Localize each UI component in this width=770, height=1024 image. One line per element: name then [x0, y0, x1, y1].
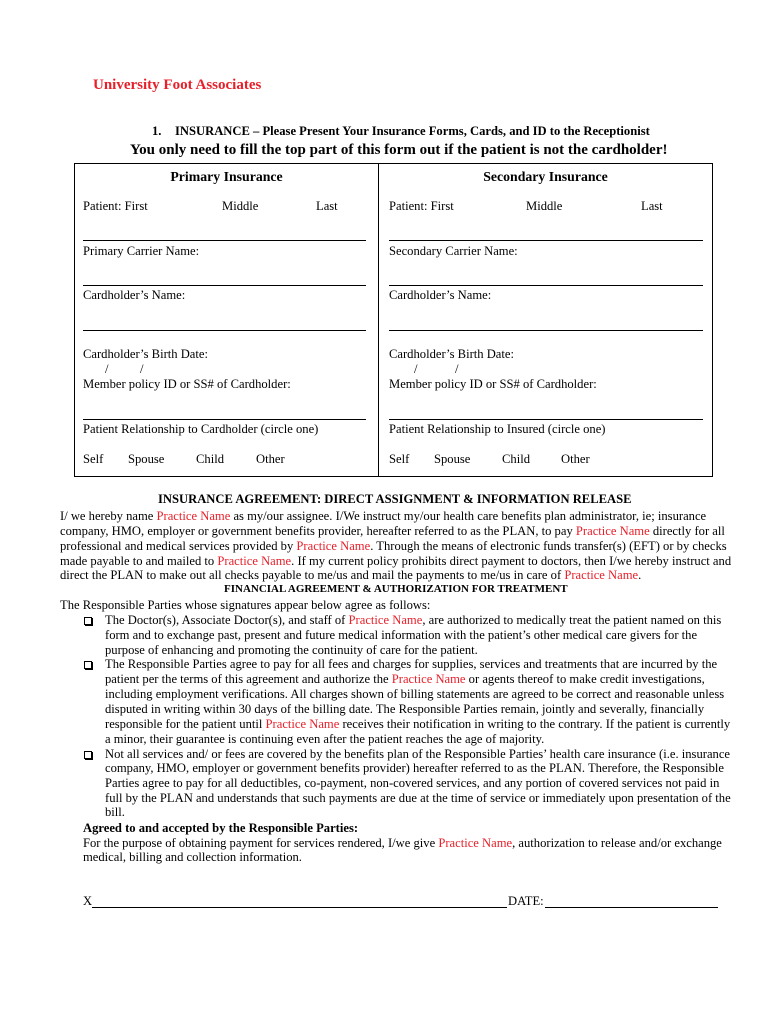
line-text: . If my current policy prohibits direct payment to doctors, then I/we hereby instruct and	[291, 554, 732, 568]
line-text: direct the PLAN to make out all checks payable to me/us and mail the payments to me/us in care of	[60, 568, 565, 582]
terms-line	[105, 717, 730, 732]
line-text: patient per the terms of this agreement and authorize the	[105, 672, 392, 686]
date-separator: /	[105, 362, 109, 376]
line-text: receives their notification in writing to the contrary. If the patient is currently	[339, 717, 731, 731]
patient-middle-label: Middle	[222, 199, 259, 213]
line-text: company, HMO, employer or government benefits provider, hereafter referred to as the PLAN, to pay	[60, 524, 576, 538]
secondary-insurance-column	[379, 164, 712, 476]
square-bullet-icon	[84, 617, 92, 625]
line-text: The Doctor(s), Associate Doctor(s), and staff of	[105, 613, 349, 627]
relationship-label: Patient Relationship to Cardholder (circle one)	[83, 422, 319, 436]
line-text: .	[638, 568, 642, 582]
relationship-option-other[interactable]: Other	[561, 452, 590, 466]
column-heading: Secondary Insurance	[483, 169, 608, 184]
carrier-name-field[interactable]	[83, 271, 366, 286]
date-separator: /	[414, 362, 418, 376]
insurance-table	[74, 163, 713, 477]
practice-name-placeholder: Practice Name	[348, 613, 423, 627]
column-heading: Primary Insurance	[170, 169, 283, 184]
cardholder-name-label: Cardholder’s Name:	[389, 288, 492, 302]
terms-line: company, HMO, employer or government benefits provider) hereafter referred to as the PLAN. Therefore, the Responsible	[105, 761, 724, 775]
line-text: made payable to and mailed to	[60, 554, 218, 568]
section-number: 1.	[152, 124, 162, 138]
line-text: , authorization to release and/or exchange	[512, 836, 722, 850]
relationship-option-other[interactable]: Other	[256, 452, 285, 466]
agreement-heading: INSURANCE AGREEMENT: DIRECT ASSIGNMENT & INFORMATION RELEASE	[158, 492, 632, 506]
birth-date-label: Cardholder’s Birth Date:	[83, 347, 208, 361]
date-field[interactable]	[545, 893, 718, 908]
policy-id-field[interactable]	[83, 405, 366, 420]
practice-name-placeholder: Practice Name	[265, 717, 340, 731]
terms-line: full by the PLAN and understands that such payments are due at the time of service or immediately upon presentation of the	[105, 791, 731, 805]
line-text: . Through the means of electronic funds transfer(s) (EFT) or by checks	[370, 539, 727, 553]
agreement-line	[60, 539, 727, 554]
acceptance-heading: Agreed to and accepted by the Responsible Parties:	[83, 821, 359, 835]
line-text: , are authorized to medically treat the patient named on this	[422, 613, 722, 627]
line-text: directly for all	[649, 524, 725, 538]
patient-name-field[interactable]	[389, 226, 703, 241]
patient-first-label: Patient: First	[83, 199, 148, 213]
release-line	[83, 836, 722, 851]
square-bullet-icon	[84, 661, 92, 669]
financial-heading: FINANCIAL AGREEMENT & AUTHORIZATION FOR TREATMENT	[224, 583, 568, 595]
agreement-line	[60, 568, 641, 583]
date-label: DATE:	[508, 894, 544, 908]
cardholder-name-field[interactable]	[389, 316, 703, 331]
line-text: as my/our assignee. I/We instruct my/our health care benefits plan administrator, ie; insurance	[230, 509, 707, 523]
patient-name-field[interactable]	[83, 226, 366, 241]
line-text: I/ we hereby name	[60, 509, 157, 523]
square-bullet-icon	[84, 751, 92, 759]
practice-name-placeholder: Practice Name	[438, 836, 513, 850]
birth-date-label: Cardholder’s Birth Date:	[389, 347, 514, 361]
primary-insurance-column	[75, 164, 379, 476]
terms-line: disputed in writing within 30 days of the billing date. The Responsible Parties remain, jointly and severally, financially	[105, 702, 705, 716]
cardholder-name-field[interactable]	[83, 316, 366, 331]
terms-line: bill.	[105, 805, 125, 819]
terms-line: a minor, their guarantee is continuing even after the patient reaches the age of majority.	[105, 732, 545, 746]
policy-id-label: Member policy ID or SS# of Cardholder:	[83, 377, 291, 391]
org-name: University Foot Associates	[93, 77, 262, 93]
terms-line: Parties agree to pay for all deductibles, co-payment, non-covered services, and any portion of covered services not paid in	[105, 776, 720, 790]
section-title: INSURANCE – Please Present Your Insurance Forms, Cards, and ID to the Receptionist	[175, 124, 650, 138]
signature-field[interactable]	[92, 893, 507, 908]
terms-line: The Responsible Parties agree to pay for all fees and charges for supplies, services and treatments that are incurred by the	[105, 657, 718, 671]
date-separator: /	[455, 362, 459, 376]
agreement-line	[60, 524, 725, 539]
relationship-option-child[interactable]: Child	[196, 452, 224, 466]
relationship-option-spouse[interactable]: Spouse	[434, 452, 471, 466]
birth-date-field[interactable]	[389, 362, 539, 377]
practice-name-placeholder: Practice Name	[564, 568, 639, 582]
relationship-label: Patient Relationship to Insured (circle one)	[389, 422, 606, 436]
practice-name-placeholder: Practice Name	[575, 524, 650, 538]
carrier-name-label: Secondary Carrier Name:	[389, 244, 518, 258]
carrier-name-field[interactable]	[389, 271, 703, 286]
birth-date-field[interactable]	[83, 362, 233, 377]
agreement-line	[60, 509, 706, 524]
cardholder-name-label: Cardholder’s Name:	[83, 288, 186, 302]
patient-first-label: Patient: First	[389, 199, 454, 213]
practice-name-placeholder: Practice Name	[391, 672, 466, 686]
financial-intro: The Responsible Parties whose signatures appear below agree as follows:	[60, 598, 431, 612]
line-text: professional and medical services provided by	[60, 539, 297, 553]
terms-line	[105, 672, 705, 687]
terms-line	[105, 613, 721, 628]
date-separator: /	[140, 362, 144, 376]
line-text: or agents thereof to make credit investigations,	[465, 672, 705, 686]
policy-id-label: Member policy ID or SS# of Cardholder:	[389, 377, 597, 391]
patient-last-label: Last	[641, 199, 663, 213]
terms-line: Not all services and/ or fees are covered by the benefits plan of the Responsible Parties’ health care insurance (i.e. insurance	[105, 747, 731, 761]
cardholder-notice: You only need to fill the top part of this form out if the patient is not the cardholder!	[130, 142, 668, 158]
line-text: For the purpose of obtaining payment for services rendered, I/we give	[83, 836, 439, 850]
patient-last-label: Last	[316, 199, 338, 213]
line-text: responsible for the patient until	[105, 717, 266, 731]
policy-id-field[interactable]	[389, 405, 703, 420]
terms-line: including employment verifications. All charges shown of billing statements are agreed to be correct and reasonable unless	[105, 687, 725, 701]
carrier-name-label: Primary Carrier Name:	[83, 244, 200, 258]
practice-name-placeholder: Practice Name	[156, 509, 231, 523]
terms-line: form and to exchange past, present and future medical information with the patient’s other medical care givers for the	[105, 628, 698, 642]
relationship-option-spouse[interactable]: Spouse	[128, 452, 165, 466]
terms-line: purpose of enhancing and promoting the continuity of care for the patient.	[105, 643, 478, 657]
relationship-option-self[interactable]: Self	[83, 452, 104, 466]
signature-x-label: X	[83, 894, 93, 908]
patient-middle-label: Middle	[526, 199, 563, 213]
release-line: medical, billing and collection information.	[83, 850, 302, 864]
relationship-option-self[interactable]: Self	[389, 452, 410, 466]
practice-name-placeholder: Practice Name	[296, 539, 371, 553]
relationship-option-child[interactable]: Child	[502, 452, 530, 466]
agreement-line	[60, 554, 731, 569]
practice-name-placeholder: Practice Name	[217, 554, 292, 568]
